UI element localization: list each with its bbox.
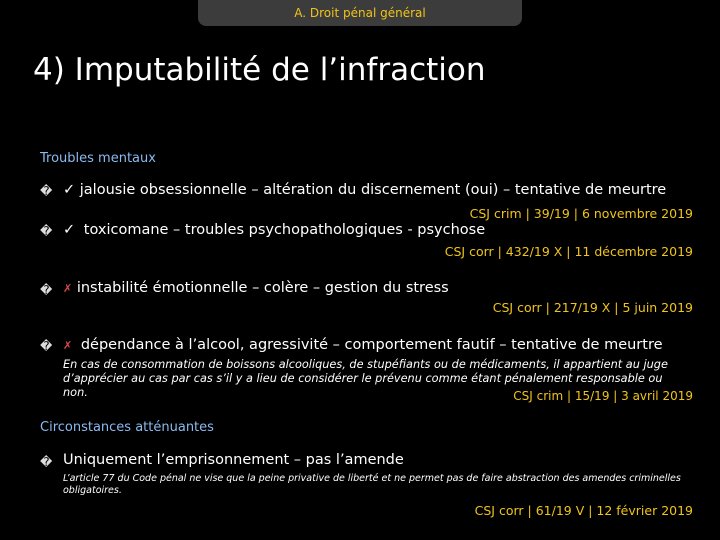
case-reference: CSJ crim | 39/19 | 6 novembre 2019 <box>469 206 693 221</box>
note-alcool: En cas de consommation de boissons alcooliques, de stupéfiants ou de médicaments, il appartient au juge d’apprécier au cas par cas s’il y a lieu de considérer le prévenu comme étant pénalement responsable ou non. <box>63 358 668 400</box>
section-troubles-mentaux: Troubles mentaux <box>40 151 156 166</box>
square-bullet-icon: � <box>40 339 53 353</box>
square-bullet-icon: � <box>40 224 53 238</box>
item-text: dépendance à l’alcool, agressivité – comportement fautif – tentative de meurtre <box>80 337 663 353</box>
item-text: toxicomane – troubles psychopathologiques - psychose <box>83 222 486 238</box>
note-article-77: L’article 77 du Code pénal ne vise que la peine privative de liberté et ne permet pas de faire abstraction des amendes criminelles obligatoires. <box>63 473 681 497</box>
item-text: instabilité émotionnelle – colère – gestion du stress <box>76 280 449 296</box>
list-item <box>63 182 666 198</box>
square-bullet-icon: � <box>40 455 53 469</box>
square-bullet-icon: � <box>40 184 53 198</box>
case-reference: CSJ corr | 432/19 X | 11 décembre 2019 <box>444 244 693 259</box>
case-reference: CSJ corr | 61/19 V | 12 février 2019 <box>474 503 693 518</box>
case-reference: CSJ crim | 15/19 | 3 avril 2019 <box>513 389 693 403</box>
header-tab: A. Droit pénal général <box>198 0 522 26</box>
cross-icon: ✗ <box>63 339 73 352</box>
list-item <box>63 280 449 296</box>
cross-icon: ✗ <box>63 282 73 295</box>
section-circonstances-attenuantes: Circonstances atténuantes <box>40 420 214 435</box>
list-item <box>63 337 663 353</box>
list-item <box>63 222 485 238</box>
square-bullet-icon: � <box>40 283 53 297</box>
list-item: Uniquement l’emprisonnement – pas l’amende <box>63 452 404 468</box>
case-reference: CSJ corr | 217/19 X | 5 juin 2019 <box>492 300 693 315</box>
item-text: jalousie obsessionnelle – altération du discernement (oui) – tentative de meurtre <box>79 182 667 198</box>
slide-title: 4) Imputabilité de l’infraction <box>33 52 486 88</box>
check-icon: ✓ <box>63 182 76 198</box>
check-icon: ✓ <box>63 222 76 238</box>
